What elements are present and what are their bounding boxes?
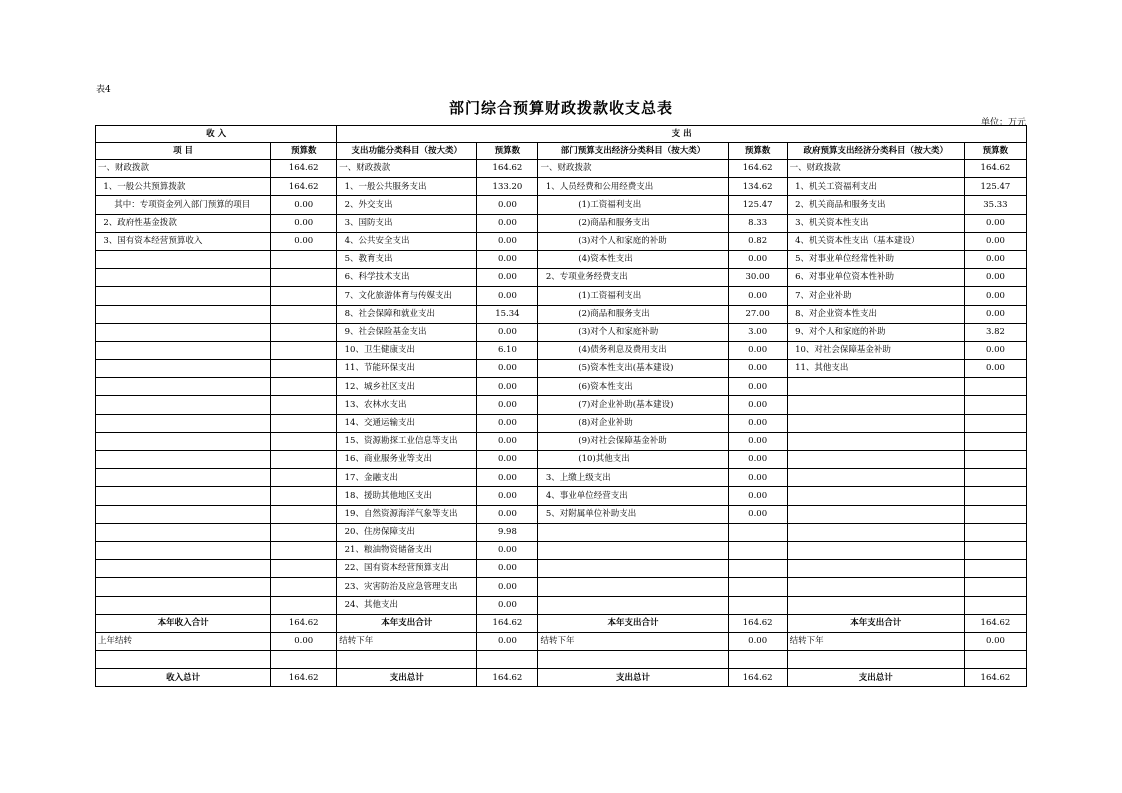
- gov-econ-amount: 0.00: [964, 305, 1026, 323]
- gov-econ-item: [787, 541, 964, 559]
- income-amount: 164.62: [271, 160, 337, 178]
- table-row: [96, 505, 1027, 523]
- table-row: [96, 523, 1027, 541]
- budget-header: 预算数: [964, 143, 1026, 160]
- dept-econ-item: (3)对个人和家庭补助: [538, 323, 728, 341]
- dept-econ-item: 3、上缴上级支出: [538, 469, 728, 487]
- table-row: [96, 578, 1027, 596]
- expense-label: 结转下年: [538, 632, 728, 650]
- table-row: [96, 214, 1027, 232]
- empty-cell: [538, 651, 728, 669]
- income-amount: [271, 305, 337, 323]
- income-amount: [271, 505, 337, 523]
- income-amount: [271, 269, 337, 287]
- gov-econ-item: 10、对社会保障基金补助: [787, 341, 964, 359]
- gov-econ-amount: 164.62: [964, 160, 1026, 178]
- func-item: 12、城乡社区支出: [337, 378, 477, 396]
- gov-econ-item: 7、对企业补助: [787, 287, 964, 305]
- income-label: 本年收入合计: [96, 614, 271, 632]
- table-row: [96, 414, 1027, 432]
- func-amount: 6.10: [477, 341, 538, 359]
- income-item: [96, 378, 271, 396]
- table-row: [96, 250, 1027, 268]
- table-row: [96, 323, 1027, 341]
- gov-econ-item: 4、机关资本性支出（基本建设）: [787, 232, 964, 250]
- func-item: 1、一般公共服务支出: [337, 178, 477, 196]
- income-amount: [271, 560, 337, 578]
- dept-econ-item: [538, 560, 728, 578]
- income-amount: 0.00: [271, 232, 337, 250]
- dept-econ-amount: 125.47: [728, 196, 787, 214]
- budget-header: 预算数: [271, 143, 337, 160]
- func-amount: 0.00: [477, 541, 538, 559]
- gov-econ-item: 2、机关商品和服务支出: [787, 196, 964, 214]
- dept-econ-item: 2、专项业务经费支出: [538, 269, 728, 287]
- dept-econ-item: (1)工资福利支出: [538, 196, 728, 214]
- budget-table: [95, 125, 1027, 687]
- gov-econ-amount: 0.00: [964, 287, 1026, 305]
- income-item: [96, 432, 271, 450]
- dept-econ-amount: 0.00: [728, 360, 787, 378]
- income-item: [96, 560, 271, 578]
- func-amount: 0.00: [477, 487, 538, 505]
- dept-econ-item: (2)商品和服务支出: [538, 214, 728, 232]
- income-item: 一、财政拨款: [96, 160, 271, 178]
- gov-econ-item: [787, 396, 964, 414]
- gov-econ-amount: 0.00: [964, 341, 1026, 359]
- gov-econ-amount: 3.82: [964, 323, 1026, 341]
- dept-econ-item: [538, 578, 728, 596]
- dept-econ-item: 5、对附属单位补助支出: [538, 505, 728, 523]
- table-row: [96, 487, 1027, 505]
- func-amount: 9.98: [477, 523, 538, 541]
- func-item: 7、文化旅游体育与传媒支出: [337, 287, 477, 305]
- income-amount: [271, 523, 337, 541]
- func-item: 16、商业服务业等支出: [337, 451, 477, 469]
- table-row: [96, 232, 1027, 250]
- gov-econ-amount: 0.00: [964, 269, 1026, 287]
- income-amount: [271, 378, 337, 396]
- year-total-row: [96, 614, 1027, 632]
- gov-econ-item: [787, 505, 964, 523]
- gov-econ-item: [787, 578, 964, 596]
- income-item: [96, 323, 271, 341]
- income-amount: [271, 469, 337, 487]
- gov-econ-amount: 0.00: [964, 360, 1026, 378]
- func-amount: 0.00: [477, 578, 538, 596]
- func-amount: 0.00: [477, 414, 538, 432]
- income-item: [96, 505, 271, 523]
- func-amount: 0.00: [477, 287, 538, 305]
- dept-econ-amount: 0.00: [728, 250, 787, 268]
- func-item: 13、农林水支出: [337, 396, 477, 414]
- dept-econ-amount: 0.82: [728, 232, 787, 250]
- dept-econ-amount: 0.00: [728, 505, 787, 523]
- dept-econ-amount: 0.00: [728, 341, 787, 359]
- func-item: 5、教育支出: [337, 250, 477, 268]
- dept-econ-amount: 0.00: [728, 378, 787, 396]
- func-amount: 164.62: [477, 614, 538, 632]
- table-row: [96, 178, 1027, 196]
- table-row: [96, 596, 1027, 614]
- income-label: 上年结转: [96, 632, 271, 650]
- expense-label: 本年支出合计: [538, 614, 728, 632]
- gov-econ-item: [787, 596, 964, 614]
- dept-econ-item: (3)对个人和家庭的补助: [538, 232, 728, 250]
- gov-econ-item: [787, 432, 964, 450]
- gov-econ-class-header: 政府预算支出经济分类科目（按大类）: [787, 143, 964, 160]
- gov-econ-amount: [964, 596, 1026, 614]
- func-amount: 164.62: [477, 669, 538, 687]
- income-label: 收入总计: [96, 669, 271, 687]
- income-item: 2、政府性基金拨款: [96, 214, 271, 232]
- dept-econ-item: (5)资本性支出(基本建设): [538, 360, 728, 378]
- income-item: [96, 451, 271, 469]
- gov-econ-item: 1、机关工资福利支出: [787, 178, 964, 196]
- func-item: 18、援助其他地区支出: [337, 487, 477, 505]
- income-item: [96, 360, 271, 378]
- dept-econ-amount: 134.62: [728, 178, 787, 196]
- gov-econ-item: 一、财政拨款: [787, 160, 964, 178]
- income-amount: [271, 451, 337, 469]
- func-amount: 0.00: [477, 196, 538, 214]
- dept-econ-amount: 0.00: [728, 287, 787, 305]
- income-amount: [271, 323, 337, 341]
- table-row: [96, 305, 1027, 323]
- gov-econ-item: 5、对事业单位经常性补助: [787, 250, 964, 268]
- carry-over-row: [96, 632, 1027, 650]
- dept-econ-amount: 0.00: [728, 414, 787, 432]
- dept-econ-class-header: 部门预算支出经济分类科目（按大类）: [538, 143, 728, 160]
- gov-econ-amount: [964, 396, 1026, 414]
- gov-econ-amount: [964, 541, 1026, 559]
- unit-label: 单位：万元: [980, 118, 1026, 128]
- dept-econ-item: (7)对企业补助(基本建设): [538, 396, 728, 414]
- income-item: 其中：专项资金列入部门预算的项目: [96, 196, 271, 214]
- gov-econ-amount: [964, 469, 1026, 487]
- dept-econ-item: [538, 523, 728, 541]
- func-item: 24、其他支出: [337, 596, 477, 614]
- table-row: [96, 469, 1027, 487]
- dept-econ-item: [538, 596, 728, 614]
- income-item: 3、国有资本经营预算收入: [96, 232, 271, 250]
- income-amount: [271, 432, 337, 450]
- dept-econ-item: (6)资本性支出: [538, 378, 728, 396]
- budget-header: 预算数: [477, 143, 538, 160]
- gov-econ-amount: [964, 560, 1026, 578]
- gov-econ-item: 11、其他支出: [787, 360, 964, 378]
- gov-econ-item: 3、机关资本性支出: [787, 214, 964, 232]
- gov-econ-amount: 0.00: [964, 250, 1026, 268]
- dept-econ-amount: 0.00: [728, 487, 787, 505]
- dept-econ-amount: 164.62: [728, 669, 787, 687]
- income-amount: [271, 541, 337, 559]
- income-item: [96, 578, 271, 596]
- dept-econ-amount: [728, 578, 787, 596]
- func-amount: 0.00: [477, 250, 538, 268]
- income-amount: [271, 250, 337, 268]
- gov-econ-amount: 0.00: [964, 632, 1026, 650]
- income-amount: [271, 360, 337, 378]
- dept-econ-item: (9)对社会保障基金补助: [538, 432, 728, 450]
- income-item: [96, 341, 271, 359]
- gov-econ-amount: [964, 414, 1026, 432]
- func-item: 15、资源勘探工业信息等支出: [337, 432, 477, 450]
- income-item: [96, 287, 271, 305]
- income-item: [96, 414, 271, 432]
- sheet-number: 表4: [96, 85, 111, 95]
- dept-econ-item: (8)对企业补助: [538, 414, 728, 432]
- gov-econ-item: [787, 378, 964, 396]
- table-row: [96, 560, 1027, 578]
- func-item: 10、卫生健康支出: [337, 341, 477, 359]
- func-item: 20、住房保障支出: [337, 523, 477, 541]
- gov-econ-amount: 164.62: [964, 669, 1026, 687]
- gov-econ-item: [787, 469, 964, 487]
- table-row: [96, 396, 1027, 414]
- gov-econ-item: 8、对企业资本性支出: [787, 305, 964, 323]
- page-title: 部门综合预算财政拨款收支总表: [448, 99, 673, 117]
- dept-econ-amount: 8.33: [728, 214, 787, 232]
- empty-cell: [964, 651, 1026, 669]
- income-item: [96, 469, 271, 487]
- gov-econ-amount: [964, 378, 1026, 396]
- func-item: 6、科学技术支出: [337, 269, 477, 287]
- func-item: 19、自然资源海洋气象等支出: [337, 505, 477, 523]
- income-item: [96, 523, 271, 541]
- income-amount: [271, 596, 337, 614]
- grand-total-row: [96, 669, 1027, 687]
- dept-econ-amount: 27.00: [728, 305, 787, 323]
- empty-cell: [477, 651, 538, 669]
- table-row: [96, 269, 1027, 287]
- dept-econ-item: (2)商品和服务支出: [538, 305, 728, 323]
- dept-econ-item: (4)资本性支出: [538, 250, 728, 268]
- func-item: 一、财政拨款: [337, 160, 477, 178]
- func-amount: 0.00: [477, 323, 538, 341]
- dept-econ-amount: 0.00: [728, 632, 787, 650]
- dept-econ-amount: 30.00: [728, 269, 787, 287]
- income-amount: 164.62: [271, 614, 337, 632]
- table-row: [96, 360, 1027, 378]
- func-amount: 164.62: [477, 160, 538, 178]
- gov-econ-item: [787, 414, 964, 432]
- income-amount: [271, 414, 337, 432]
- income-item: [96, 396, 271, 414]
- income-item: [96, 487, 271, 505]
- func-item: 17、金融支出: [337, 469, 477, 487]
- item-header: 项 目: [96, 143, 271, 160]
- gov-econ-amount: [964, 487, 1026, 505]
- dept-econ-item: (4)债务利息及费用支出: [538, 341, 728, 359]
- gov-econ-amount: 35.33: [964, 196, 1026, 214]
- income-amount: 164.62: [271, 178, 337, 196]
- func-amount: 0.00: [477, 632, 538, 650]
- expense-label: 本年支出合计: [337, 614, 477, 632]
- blank-row: [96, 651, 1027, 669]
- func-amount: 0.00: [477, 469, 538, 487]
- expense-label: 本年支出合计: [787, 614, 964, 632]
- func-amount: 0.00: [477, 596, 538, 614]
- table-row: [96, 160, 1027, 178]
- func-amount: 0.00: [477, 560, 538, 578]
- func-item: 14、交通运输支出: [337, 414, 477, 432]
- income-amount: [271, 396, 337, 414]
- dept-econ-amount: [728, 541, 787, 559]
- dept-econ-amount: 0.00: [728, 396, 787, 414]
- empty-cell: [271, 651, 337, 669]
- func-amount: 0.00: [477, 505, 538, 523]
- func-item: 21、粮油物资储备支出: [337, 541, 477, 559]
- income-amount: 164.62: [271, 669, 337, 687]
- dept-econ-item: [538, 541, 728, 559]
- empty-cell: [337, 651, 477, 669]
- expense-label: 结转下年: [337, 632, 477, 650]
- empty-cell: [787, 651, 964, 669]
- table-row: [96, 341, 1027, 359]
- dept-econ-amount: 0.00: [728, 432, 787, 450]
- gov-econ-amount: [964, 505, 1026, 523]
- gov-econ-item: [787, 523, 964, 541]
- dept-econ-item: 1、人员经费和公用经费支出: [538, 178, 728, 196]
- income-item: [96, 269, 271, 287]
- gov-econ-amount: 0.00: [964, 214, 1026, 232]
- func-amount: 15.34: [477, 305, 538, 323]
- func-amount: 133.20: [477, 178, 538, 196]
- gov-econ-item: 9、对个人和家庭的补助: [787, 323, 964, 341]
- expense-label: 支出总计: [337, 669, 477, 687]
- gov-econ-item: [787, 560, 964, 578]
- func-amount: 0.00: [477, 432, 538, 450]
- dept-econ-item: 一、财政拨款: [538, 160, 728, 178]
- dept-econ-amount: 164.62: [728, 614, 787, 632]
- dept-econ-item: (10)其他支出: [538, 451, 728, 469]
- func-amount: 0.00: [477, 378, 538, 396]
- expense-header: 支 出: [337, 126, 1027, 143]
- income-amount: 0.00: [271, 196, 337, 214]
- func-item: 11、节能环保支出: [337, 360, 477, 378]
- gov-econ-item: [787, 451, 964, 469]
- budget-header: 预算数: [728, 143, 787, 160]
- gov-econ-amount: [964, 432, 1026, 450]
- gov-econ-amount: 0.00: [964, 232, 1026, 250]
- func-item: 2、外交支出: [337, 196, 477, 214]
- func-amount: 0.00: [477, 232, 538, 250]
- func-item: 22、国有资本经营预算支出: [337, 560, 477, 578]
- income-item: [96, 596, 271, 614]
- expense-label: 结转下年: [787, 632, 964, 650]
- dept-econ-amount: 0.00: [728, 469, 787, 487]
- func-amount: 0.00: [477, 214, 538, 232]
- gov-econ-item: [787, 487, 964, 505]
- dept-econ-amount: [728, 596, 787, 614]
- table-row: [96, 541, 1027, 559]
- func-amount: 0.00: [477, 269, 538, 287]
- income-amount: 0.00: [271, 214, 337, 232]
- dept-econ-item: 4、事业单位经营支出: [538, 487, 728, 505]
- dept-econ-amount: 164.62: [728, 160, 787, 178]
- gov-econ-amount: 164.62: [964, 614, 1026, 632]
- func-amount: 0.00: [477, 396, 538, 414]
- income-amount: [271, 578, 337, 596]
- gov-econ-amount: [964, 523, 1026, 541]
- table-row: [96, 378, 1027, 396]
- income-amount: [271, 341, 337, 359]
- func-item: 8、社会保障和就业支出: [337, 305, 477, 323]
- income-amount: [271, 487, 337, 505]
- func-item: 4、公共安全支出: [337, 232, 477, 250]
- func-item: 9、社会保险基金支出: [337, 323, 477, 341]
- func-amount: 0.00: [477, 360, 538, 378]
- income-amount: 0.00: [271, 632, 337, 650]
- income-item: [96, 250, 271, 268]
- expense-label: 支出总计: [787, 669, 964, 687]
- dept-econ-amount: 3.00: [728, 323, 787, 341]
- gov-econ-amount: 125.47: [964, 178, 1026, 196]
- dept-econ-amount: 0.00: [728, 451, 787, 469]
- table-row: [96, 196, 1027, 214]
- dept-econ-item: (1)工资福利支出: [538, 287, 728, 305]
- table-row: [96, 432, 1027, 450]
- income-item: [96, 305, 271, 323]
- func-class-header: 支出功能分类科目（按大类）: [337, 143, 477, 160]
- empty-cell: [728, 651, 787, 669]
- expense-label: 支出总计: [538, 669, 728, 687]
- table-row: [96, 287, 1027, 305]
- dept-econ-amount: [728, 523, 787, 541]
- empty-cell: [96, 651, 271, 669]
- func-amount: 0.00: [477, 451, 538, 469]
- func-item: 23、灾害防治及应急管理支出: [337, 578, 477, 596]
- income-item: 1、一般公共预算拨款: [96, 178, 271, 196]
- func-item: 3、国防支出: [337, 214, 477, 232]
- gov-econ-amount: [964, 578, 1026, 596]
- dept-econ-amount: [728, 560, 787, 578]
- gov-econ-item: 6、对事业单位资本性补助: [787, 269, 964, 287]
- income-amount: [271, 287, 337, 305]
- income-item: [96, 541, 271, 559]
- gov-econ-amount: [964, 451, 1026, 469]
- income-header: 收 入: [96, 126, 337, 143]
- table-row: [96, 451, 1027, 469]
